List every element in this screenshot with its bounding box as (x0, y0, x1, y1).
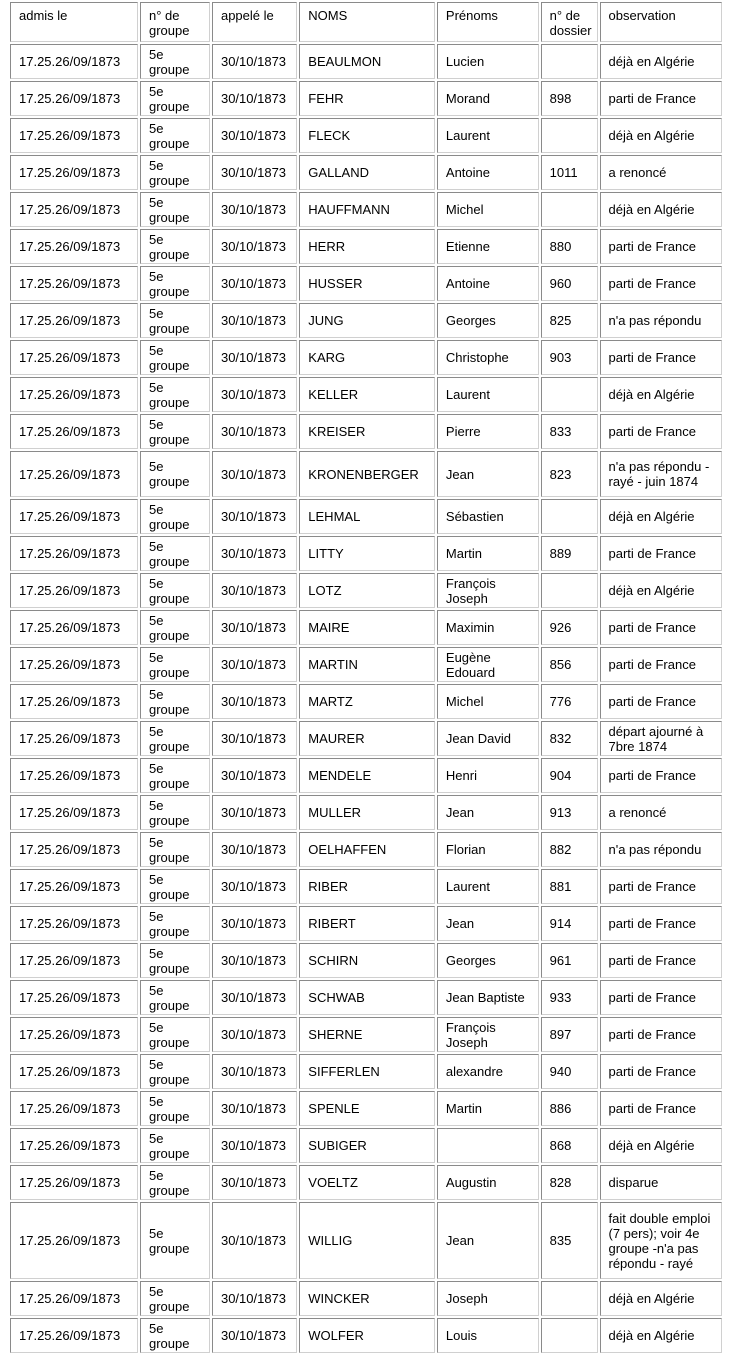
cell-groupe: 5e groupe (140, 943, 210, 978)
cell-dossier: 825 (541, 303, 598, 338)
cell-dossier: 833 (541, 414, 598, 449)
cell-groupe: 5e groupe (140, 499, 210, 534)
cell-nom: HUSSER (299, 266, 435, 301)
cell-admis-le: 17.25.26/09/1873 (10, 1202, 138, 1279)
cell-observation: parti de France (600, 536, 723, 571)
cell-prenom: Morand (437, 81, 539, 116)
cell-admis-le: 17.25.26/09/1873 (10, 684, 138, 719)
cell-observation: parti de France (600, 414, 723, 449)
cell-groupe: 5e groupe (140, 758, 210, 793)
cell-observation: fait double emploi (7 pers); voir 4e groupe -n'a pas répondu - rayé (600, 1202, 723, 1279)
cell-observation: déjà en Algérie (600, 377, 723, 412)
cell-appele-le: 30/10/1873 (212, 869, 297, 904)
cell-dossier: 882 (541, 832, 598, 867)
cell-admis-le: 17.25.26/09/1873 (10, 451, 138, 497)
cell-appele-le: 30/10/1873 (212, 499, 297, 534)
cell-nom: MULLER (299, 795, 435, 830)
cell-admis-le: 17.25.26/09/1873 (10, 229, 138, 264)
cell-observation: parti de France (600, 906, 723, 941)
cell-nom: FEHR (299, 81, 435, 116)
cell-appele-le: 30/10/1873 (212, 266, 297, 301)
cell-observation: déjà en Algérie (600, 573, 723, 608)
cell-admis-le: 17.25.26/09/1873 (10, 1054, 138, 1089)
table-row (10, 610, 722, 645)
cell-prenom: Pierre (437, 414, 539, 449)
cell-appele-le: 30/10/1873 (212, 684, 297, 719)
cell-dossier (541, 44, 598, 79)
cell-groupe: 5e groupe (140, 44, 210, 79)
table-row (10, 684, 722, 719)
cell-prenom: Jean Baptiste (437, 980, 539, 1015)
cell-prenom: Jean David (437, 721, 539, 756)
cell-prenom: Jean (437, 795, 539, 830)
cell-nom: SIFFERLEN (299, 1054, 435, 1089)
cell-appele-le: 30/10/1873 (212, 377, 297, 412)
table-row (10, 980, 722, 1015)
table-row (10, 573, 722, 608)
cell-appele-le: 30/10/1873 (212, 451, 297, 497)
cell-observation: parti de France (600, 943, 723, 978)
cell-nom: SCHIRN (299, 943, 435, 978)
cell-prenom: Etienne (437, 229, 539, 264)
cell-admis-le: 17.25.26/09/1873 (10, 1091, 138, 1126)
cell-prenom: Christophe (437, 340, 539, 375)
cell-groupe: 5e groupe (140, 303, 210, 338)
table-row (10, 414, 722, 449)
cell-nom: JUNG (299, 303, 435, 338)
cell-appele-le: 30/10/1873 (212, 721, 297, 756)
cell-groupe: 5e groupe (140, 414, 210, 449)
cell-observation: déjà en Algérie (600, 192, 723, 227)
cell-appele-le: 30/10/1873 (212, 1091, 297, 1126)
header-prenoms: Prénoms (437, 2, 539, 42)
cell-dossier: 1011 (541, 155, 598, 190)
cell-appele-le: 30/10/1873 (212, 118, 297, 153)
cell-dossier (541, 192, 598, 227)
cell-nom: VOELTZ (299, 1165, 435, 1200)
table-row (10, 1202, 722, 1279)
cell-groupe: 5e groupe (140, 155, 210, 190)
cell-appele-le: 30/10/1873 (212, 229, 297, 264)
cell-observation: parti de France (600, 647, 723, 682)
cell-admis-le: 17.25.26/09/1873 (10, 118, 138, 153)
cell-dossier: 960 (541, 266, 598, 301)
header-admis-le: admis le (10, 2, 138, 42)
cell-observation: parti de France (600, 1017, 723, 1052)
cell-nom: FLECK (299, 118, 435, 153)
cell-dossier (541, 1318, 598, 1353)
cell-nom: WILLIG (299, 1202, 435, 1279)
cell-admis-le: 17.25.26/09/1873 (10, 1128, 138, 1163)
cell-admis-le: 17.25.26/09/1873 (10, 340, 138, 375)
table-row (10, 451, 722, 497)
cell-observation: parti de France (600, 1054, 723, 1089)
cell-dossier: 940 (541, 1054, 598, 1089)
cell-admis-le: 17.25.26/09/1873 (10, 906, 138, 941)
table-row (10, 536, 722, 571)
cell-nom: KELLER (299, 377, 435, 412)
cell-dossier: 926 (541, 610, 598, 645)
cell-nom: LOTZ (299, 573, 435, 608)
cell-prenom: Jean (437, 906, 539, 941)
cell-appele-le: 30/10/1873 (212, 192, 297, 227)
cell-admis-le: 17.25.26/09/1873 (10, 573, 138, 608)
cell-observation: a renoncé (600, 155, 723, 190)
cell-observation: parti de France (600, 758, 723, 793)
cell-observation: parti de France (600, 869, 723, 904)
cell-observation: parti de France (600, 684, 723, 719)
cell-admis-le: 17.25.26/09/1873 (10, 610, 138, 645)
cell-observation: déjà en Algérie (600, 499, 723, 534)
cell-dossier: 832 (541, 721, 598, 756)
table-row (10, 499, 722, 534)
table-body (10, 44, 722, 1353)
cell-prenom: François Joseph (437, 573, 539, 608)
table-row (10, 155, 722, 190)
table-row (10, 340, 722, 375)
table-row (10, 229, 722, 264)
cell-appele-le: 30/10/1873 (212, 1128, 297, 1163)
cell-prenom: Antoine (437, 155, 539, 190)
cell-dossier: 880 (541, 229, 598, 264)
cell-appele-le: 30/10/1873 (212, 1202, 297, 1279)
cell-dossier: 914 (541, 906, 598, 941)
cell-prenom: Maximin (437, 610, 539, 645)
cell-groupe: 5e groupe (140, 1165, 210, 1200)
cell-groupe: 5e groupe (140, 1202, 210, 1279)
cell-nom: KRONENBERGER (299, 451, 435, 497)
cell-appele-le: 30/10/1873 (212, 647, 297, 682)
table-row (10, 832, 722, 867)
cell-observation: parti de France (600, 266, 723, 301)
cell-admis-le: 17.25.26/09/1873 (10, 758, 138, 793)
cell-dossier (541, 499, 598, 534)
table-row (10, 721, 722, 756)
cell-appele-le: 30/10/1873 (212, 610, 297, 645)
cell-observation: parti de France (600, 1091, 723, 1126)
cell-groupe: 5e groupe (140, 377, 210, 412)
cell-prenom: Jean (437, 451, 539, 497)
cell-appele-le: 30/10/1873 (212, 340, 297, 375)
cell-prenom: Florian (437, 832, 539, 867)
cell-admis-le: 17.25.26/09/1873 (10, 81, 138, 116)
table-row (10, 1017, 722, 1052)
cell-prenom: Laurent (437, 869, 539, 904)
cell-groupe: 5e groupe (140, 980, 210, 1015)
cell-observation: parti de France (600, 340, 723, 375)
cell-nom: HERR (299, 229, 435, 264)
cell-appele-le: 30/10/1873 (212, 795, 297, 830)
cell-appele-le: 30/10/1873 (212, 906, 297, 941)
cell-nom: WINCKER (299, 1281, 435, 1316)
cell-prenom: Antoine (437, 266, 539, 301)
admissions-table (8, 0, 724, 1355)
cell-appele-le: 30/10/1873 (212, 1281, 297, 1316)
cell-nom: SPENLE (299, 1091, 435, 1126)
cell-groupe: 5e groupe (140, 118, 210, 153)
table-row (10, 118, 722, 153)
table-row (10, 758, 722, 793)
cell-groupe: 5e groupe (140, 1281, 210, 1316)
cell-admis-le: 17.25.26/09/1873 (10, 192, 138, 227)
cell-dossier: 933 (541, 980, 598, 1015)
cell-admis-le: 17.25.26/09/1873 (10, 499, 138, 534)
cell-groupe: 5e groupe (140, 869, 210, 904)
cell-admis-le: 17.25.26/09/1873 (10, 155, 138, 190)
table-row (10, 795, 722, 830)
cell-groupe: 5e groupe (140, 192, 210, 227)
cell-nom: MAURER (299, 721, 435, 756)
table-row (10, 1091, 722, 1126)
cell-dossier: 835 (541, 1202, 598, 1279)
cell-nom: MENDELE (299, 758, 435, 793)
cell-dossier: 889 (541, 536, 598, 571)
cell-groupe: 5e groupe (140, 266, 210, 301)
cell-prenom: Joseph (437, 1281, 539, 1316)
cell-observation: déjà en Algérie (600, 1281, 723, 1316)
table-row (10, 377, 722, 412)
cell-dossier: 776 (541, 684, 598, 719)
cell-groupe: 5e groupe (140, 832, 210, 867)
cell-prenom: Georges (437, 943, 539, 978)
header-noms: NOMS (299, 2, 435, 42)
cell-appele-le: 30/10/1873 (212, 832, 297, 867)
cell-nom: SHERNE (299, 1017, 435, 1052)
cell-dossier: 898 (541, 81, 598, 116)
cell-prenom: Eugène Edouard (437, 647, 539, 682)
cell-appele-le: 30/10/1873 (212, 414, 297, 449)
cell-dossier: 828 (541, 1165, 598, 1200)
cell-admis-le: 17.25.26/09/1873 (10, 414, 138, 449)
cell-prenom: Michel (437, 192, 539, 227)
cell-prenom: Lucien (437, 44, 539, 79)
cell-groupe: 5e groupe (140, 721, 210, 756)
header-observation: observation (600, 2, 723, 42)
cell-admis-le: 17.25.26/09/1873 (10, 721, 138, 756)
cell-groupe: 5e groupe (140, 1054, 210, 1089)
cell-dossier: 913 (541, 795, 598, 830)
cell-appele-le: 30/10/1873 (212, 536, 297, 571)
cell-admis-le: 17.25.26/09/1873 (10, 1318, 138, 1353)
cell-dossier: 961 (541, 943, 598, 978)
table-header-row (10, 2, 722, 42)
cell-observation: disparue (600, 1165, 723, 1200)
cell-nom: MAIRE (299, 610, 435, 645)
cell-nom: HAUFFMANN (299, 192, 435, 227)
cell-appele-le: 30/10/1873 (212, 44, 297, 79)
table-row (10, 1054, 722, 1089)
cell-groupe: 5e groupe (140, 647, 210, 682)
cell-nom: RIBERT (299, 906, 435, 941)
cell-observation: parti de France (600, 610, 723, 645)
cell-admis-le: 17.25.26/09/1873 (10, 536, 138, 571)
cell-observation: déjà en Algérie (600, 118, 723, 153)
cell-appele-le: 30/10/1873 (212, 980, 297, 1015)
cell-groupe: 5e groupe (140, 536, 210, 571)
cell-nom: LITTY (299, 536, 435, 571)
table-row (10, 1128, 722, 1163)
cell-groupe: 5e groupe (140, 81, 210, 116)
cell-nom: RIBER (299, 869, 435, 904)
cell-prenom: Michel (437, 684, 539, 719)
cell-prenom: Sébastien (437, 499, 539, 534)
cell-appele-le: 30/10/1873 (212, 1054, 297, 1089)
cell-prenom: Georges (437, 303, 539, 338)
cell-dossier: 904 (541, 758, 598, 793)
cell-observation: parti de France (600, 81, 723, 116)
cell-observation: départ ajourné à 7bre 1874 (600, 721, 723, 756)
cell-admis-le: 17.25.26/09/1873 (10, 377, 138, 412)
cell-appele-le: 30/10/1873 (212, 1017, 297, 1052)
cell-groupe: 5e groupe (140, 795, 210, 830)
cell-admis-le: 17.25.26/09/1873 (10, 647, 138, 682)
table-row (10, 81, 722, 116)
cell-appele-le: 30/10/1873 (212, 1165, 297, 1200)
cell-admis-le: 17.25.26/09/1873 (10, 869, 138, 904)
table-row (10, 943, 722, 978)
table-row (10, 192, 722, 227)
cell-nom: GALLAND (299, 155, 435, 190)
cell-observation: n'a pas répondu (600, 303, 723, 338)
cell-admis-le: 17.25.26/09/1873 (10, 1281, 138, 1316)
table-row (10, 906, 722, 941)
cell-nom: MARTIN (299, 647, 435, 682)
cell-dossier: 868 (541, 1128, 598, 1163)
cell-prenom: Jean (437, 1202, 539, 1279)
cell-nom: LEHMAL (299, 499, 435, 534)
cell-observation: parti de France (600, 229, 723, 264)
cell-observation: a renoncé (600, 795, 723, 830)
cell-groupe: 5e groupe (140, 1318, 210, 1353)
cell-nom: WOLFER (299, 1318, 435, 1353)
cell-prenom: alexandre (437, 1054, 539, 1089)
cell-admis-le: 17.25.26/09/1873 (10, 943, 138, 978)
header-numero-groupe: n° de groupe (140, 2, 210, 42)
cell-prenom: Laurent (437, 118, 539, 153)
cell-nom: MARTZ (299, 684, 435, 719)
cell-admis-le: 17.25.26/09/1873 (10, 303, 138, 338)
cell-prenom: Augustin (437, 1165, 539, 1200)
cell-dossier: 881 (541, 869, 598, 904)
table-row (10, 1318, 722, 1353)
cell-nom: BEAULMON (299, 44, 435, 79)
cell-admis-le: 17.25.26/09/1873 (10, 980, 138, 1015)
cell-appele-le: 30/10/1873 (212, 155, 297, 190)
cell-prenom: Martin (437, 536, 539, 571)
cell-groupe: 5e groupe (140, 1091, 210, 1126)
cell-admis-le: 17.25.26/09/1873 (10, 1165, 138, 1200)
cell-dossier (541, 118, 598, 153)
cell-admis-le: 17.25.26/09/1873 (10, 44, 138, 79)
cell-prenom: François Joseph (437, 1017, 539, 1052)
cell-nom: SUBIGER (299, 1128, 435, 1163)
cell-dossier: 897 (541, 1017, 598, 1052)
cell-appele-le: 30/10/1873 (212, 758, 297, 793)
cell-appele-le: 30/10/1873 (212, 303, 297, 338)
cell-nom: KARG (299, 340, 435, 375)
cell-prenom: Laurent (437, 377, 539, 412)
cell-groupe: 5e groupe (140, 451, 210, 497)
cell-admis-le: 17.25.26/09/1873 (10, 832, 138, 867)
table-row (10, 1165, 722, 1200)
cell-appele-le: 30/10/1873 (212, 1318, 297, 1353)
cell-prenom: Louis (437, 1318, 539, 1353)
cell-dossier (541, 573, 598, 608)
cell-admis-le: 17.25.26/09/1873 (10, 1017, 138, 1052)
cell-appele-le: 30/10/1873 (212, 81, 297, 116)
cell-dossier (541, 377, 598, 412)
table-row (10, 266, 722, 301)
cell-groupe: 5e groupe (140, 229, 210, 264)
cell-admis-le: 17.25.26/09/1873 (10, 266, 138, 301)
cell-prenom: Henri (437, 758, 539, 793)
table-row (10, 869, 722, 904)
cell-appele-le: 30/10/1873 (212, 573, 297, 608)
cell-groupe: 5e groupe (140, 684, 210, 719)
cell-dossier: 823 (541, 451, 598, 497)
cell-nom: SCHWAB (299, 980, 435, 1015)
cell-dossier: 903 (541, 340, 598, 375)
cell-observation: n'a pas répondu (600, 832, 723, 867)
cell-groupe: 5e groupe (140, 906, 210, 941)
cell-prenom: Martin (437, 1091, 539, 1126)
cell-observation: déjà en Algérie (600, 1128, 723, 1163)
table-row (10, 303, 722, 338)
cell-nom: KREISER (299, 414, 435, 449)
table-row (10, 44, 722, 79)
cell-groupe: 5e groupe (140, 573, 210, 608)
cell-observation: parti de France (600, 980, 723, 1015)
cell-dossier: 886 (541, 1091, 598, 1126)
cell-groupe: 5e groupe (140, 1128, 210, 1163)
header-appele-le: appelé le (212, 2, 297, 42)
cell-dossier: 856 (541, 647, 598, 682)
cell-observation: déjà en Algérie (600, 44, 723, 79)
cell-admis-le: 17.25.26/09/1873 (10, 795, 138, 830)
cell-groupe: 5e groupe (140, 610, 210, 645)
cell-observation: déjà en Algérie (600, 1318, 723, 1353)
cell-prenom (437, 1128, 539, 1163)
cell-appele-le: 30/10/1873 (212, 943, 297, 978)
table-row (10, 647, 722, 682)
cell-groupe: 5e groupe (140, 340, 210, 375)
cell-observation: n'a pas répondu - rayé - juin 1874 (600, 451, 723, 497)
cell-groupe: 5e groupe (140, 1017, 210, 1052)
header-numero-dossier: n° de dossier (541, 2, 598, 42)
cell-nom: OELHAFFEN (299, 832, 435, 867)
